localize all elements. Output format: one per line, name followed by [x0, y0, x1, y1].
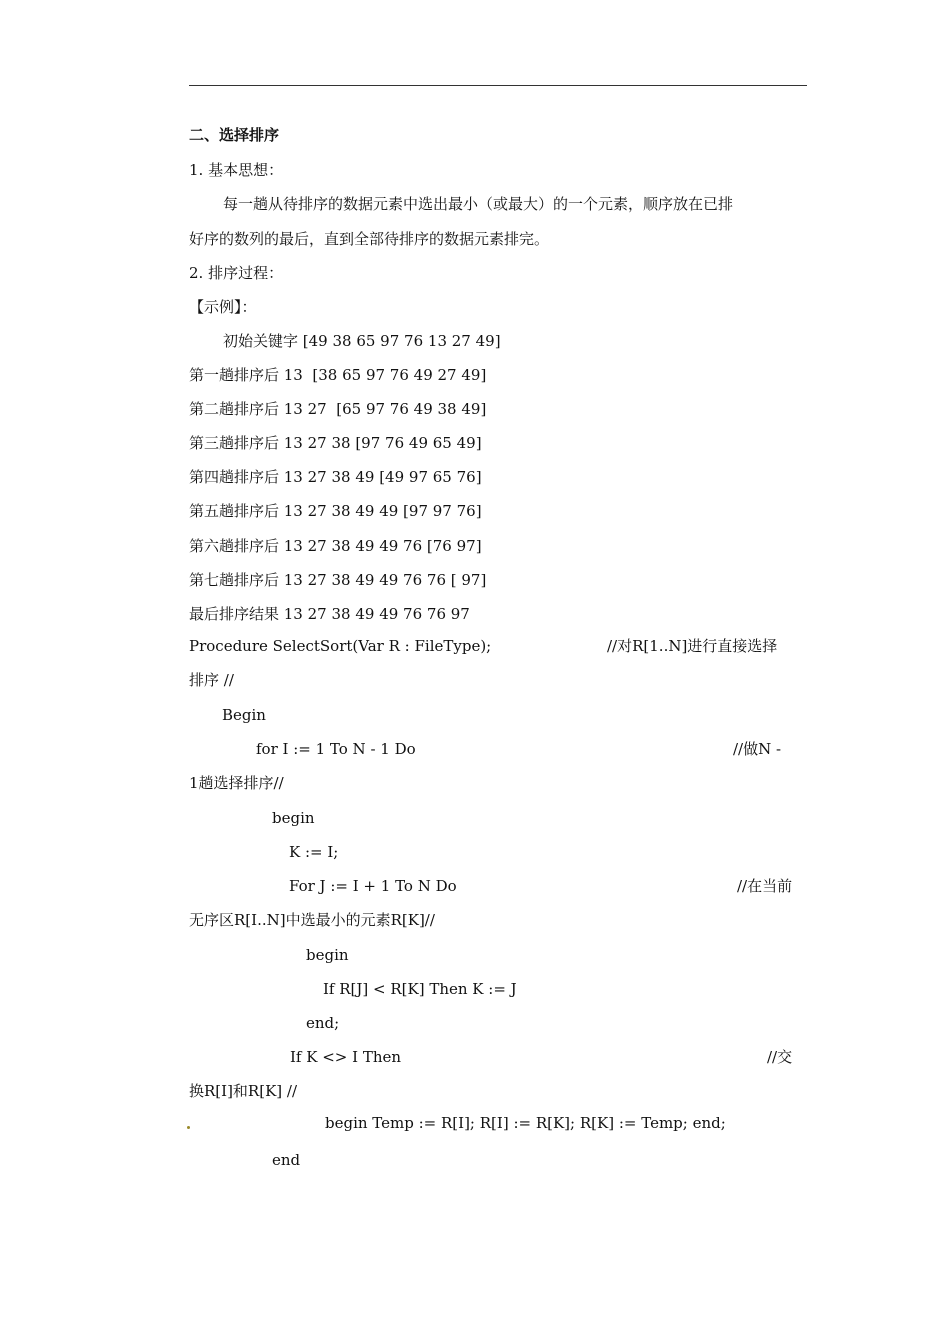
code-comment: 换R[I]和R[K] // [189, 1082, 298, 1100]
code-comment: //做N - [733, 740, 782, 758]
code-line: end; [306, 1014, 340, 1032]
example-line: 第五趟排序后 13 27 38 49 49 [97 97 76] [189, 502, 482, 520]
code-line: end [272, 1151, 301, 1169]
code-comment: //对R[1..N]进行直接选择 [607, 637, 778, 655]
code-line: If K <> I Then [290, 1048, 402, 1066]
code-line: Begin [222, 706, 266, 724]
example-line: 最后排序结果 13 27 38 49 49 76 76 97 [189, 605, 470, 623]
basic-idea-line-1: 每一趟从待排序的数据元素中选出最小（或最大）的一个元素，顺序放在已排 [223, 195, 734, 213]
example-line: 第二趟排序后 13 27 [65 97 76 49 38 49] [189, 400, 487, 418]
code-line: begin Temp := R[I]; R[I] := R[K]; R[K] := Temp; end; [325, 1114, 726, 1132]
stray-mark [187, 1126, 190, 1129]
code-proc-line: Procedure SelectSort(Var R : FileType); [189, 637, 492, 655]
code-comment: //在当前 [737, 877, 793, 895]
code-line: begin [272, 809, 315, 827]
example-line: 第一趟排序后 13 [38 65 97 76 49 27 49] [189, 366, 487, 384]
example-line: 第六趟排序后 13 27 38 49 49 76 [76 97] [189, 537, 482, 555]
code-line: begin [306, 946, 349, 964]
example-label: 【示例】： [189, 298, 257, 316]
code-comment: 排序 // [189, 671, 234, 689]
code-line: For J := I + 1 To N Do [289, 877, 457, 895]
example-line: 第七趟排序后 13 27 38 49 49 76 76 [ 97] [189, 571, 487, 589]
code-comment: //交 [767, 1048, 793, 1066]
basic-idea-line-2: 好序的数列的最后，直到全部待排序的数据元素排完。 [189, 230, 550, 248]
basic-idea-heading: 1. 基本思想： [189, 161, 284, 179]
code-comment: 1趟选择排序// [189, 774, 284, 792]
header-rule [189, 85, 807, 86]
code-line: If R[J] < R[K] Then K := J [323, 980, 517, 998]
process-heading: 2. 排序过程： [189, 264, 284, 282]
example-line: 初始关键字 [49 38 65 97 76 13 27 49] [223, 332, 501, 350]
example-line: 第三趟排序后 13 27 38 [97 76 49 65 49] [189, 434, 482, 452]
example-line: 第四趟排序后 13 27 38 49 [49 97 65 76] [189, 468, 482, 486]
code-comment: 无序区R[I..N]中选最小的元素R[K]// [189, 911, 435, 929]
code-line: K := I; [289, 843, 339, 861]
code-line: for I := 1 To N - 1 Do [256, 740, 416, 758]
section-title: 二、选择排序 [189, 126, 280, 144]
